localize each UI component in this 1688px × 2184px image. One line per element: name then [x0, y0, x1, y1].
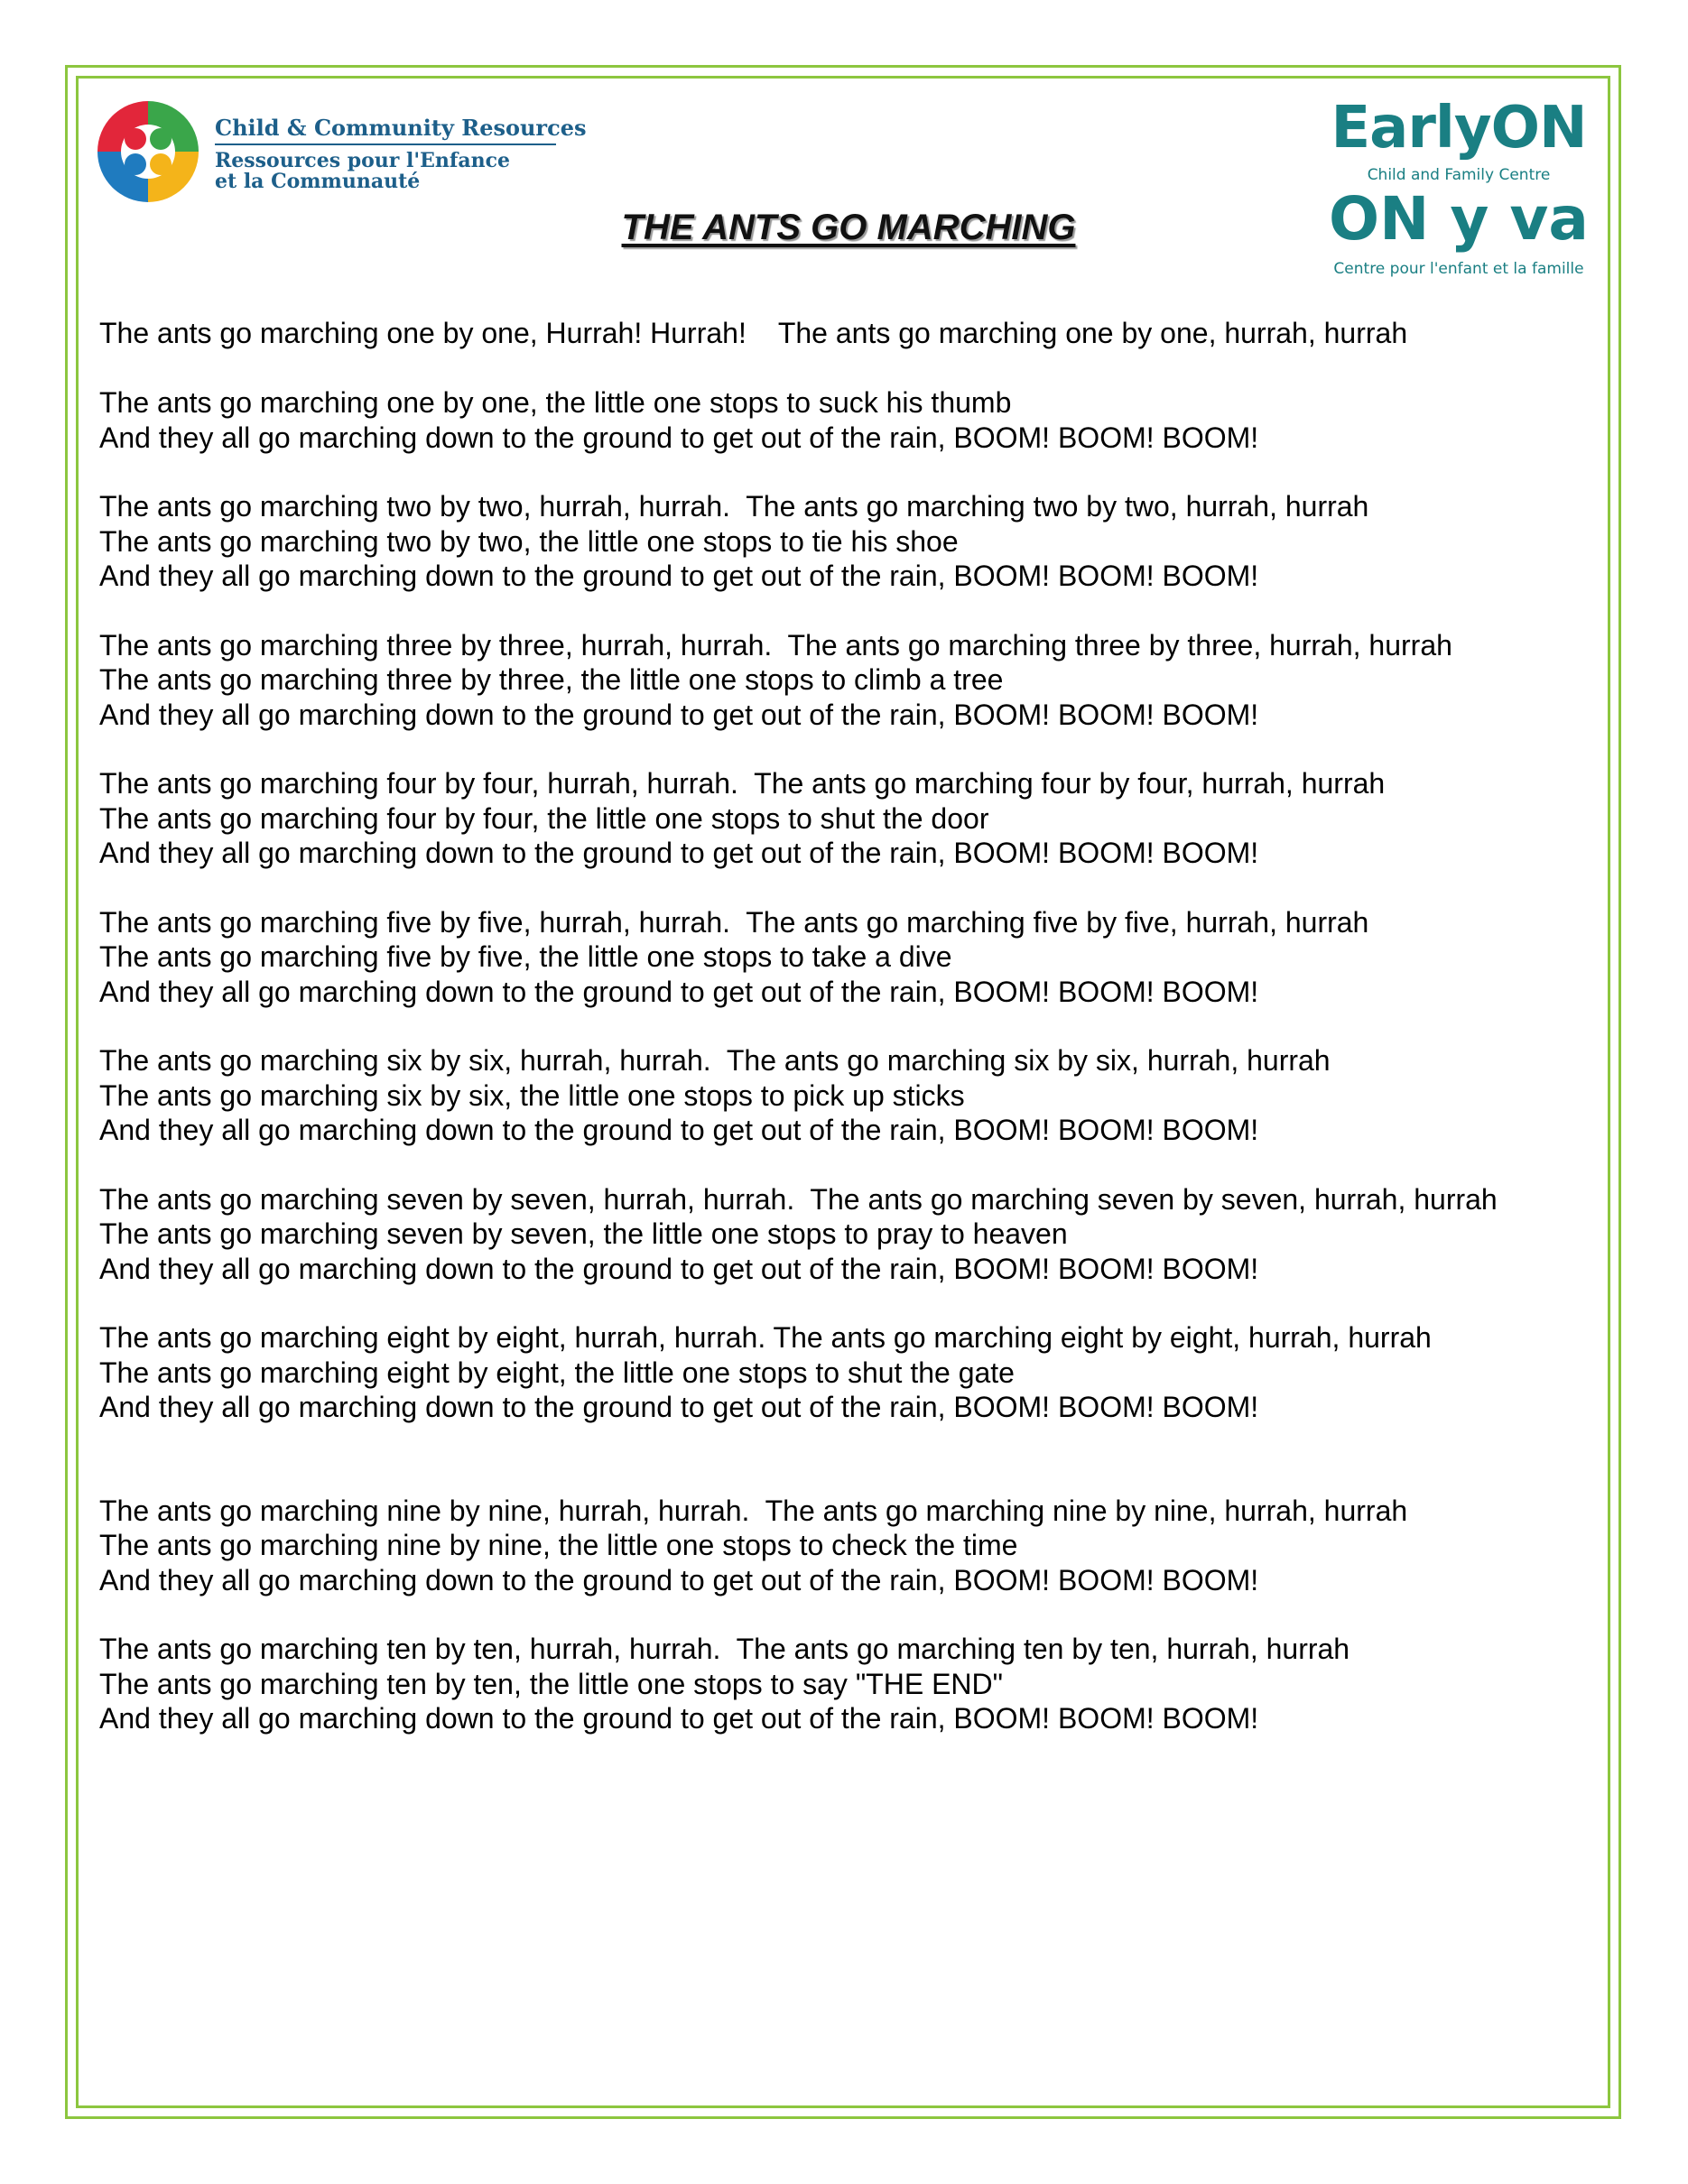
lyric-line: And they all go marching down to the ground to get out of the rain, BOOM! BOOM! BOOM! [99, 1114, 1259, 1146]
lyric-line: The ants go marching four by four, hurrah, hurrah. The ants go marching four by four, hurrah, hurrah [99, 767, 1386, 800]
lyric-line: The ants go marching six by six, the little one stops to pick up sticks [99, 1078, 965, 1112]
lyrics [99, 316, 1580, 1771]
verse [99, 1043, 1580, 1148]
verse [99, 766, 1580, 871]
lyric-line: The ants go marching eight by eight, hurrah, hurrah. The ants go marching eight by eight, hurrah, hurrah [99, 1321, 1432, 1354]
ccr-wordmark [215, 117, 586, 191]
verse [99, 316, 1580, 455]
lyric-line: The ants go marching seven by seven, hurrah, hurrah. The ants go marching seven by seven, hurrah, hurrah [99, 1182, 1498, 1216]
lyric-line: And they all go marching down to the ground to get out of the rain, BOOM! BOOM! BOOM! [99, 1563, 1259, 1596]
lyric-line: And they all go marching down to the ground to get out of the rain, BOOM! BOOM! BOOM! [99, 698, 1259, 731]
lyric-line: The ants go marching eight by eight, the little one stops to shut the gate [99, 1356, 1015, 1389]
lyric-line: The ants go marching one by one, the little one stops to suck his thumb [99, 386, 1012, 419]
lyric-line: The ants go marching four by four, the little one stops to shut the door [99, 801, 989, 835]
lyric-line: The ants go marching two by two, the little one stops to tie his shoe [99, 524, 959, 558]
earlyon-logo [1323, 95, 1594, 284]
earlyon-subtitle: Child and Family Centre [1367, 166, 1551, 184]
lyric-line: The ants go marching ten by ten, the little one stops to say "THE END" [99, 1667, 1003, 1700]
lyric-line: The ants go marching five by five, hurrah, hurrah. The ants go marching five by five, hurrah, hurrah [99, 905, 1369, 939]
lyric-line [99, 351, 1580, 386]
onyva-wordmark: ON y va [1329, 184, 1589, 254]
lyric-line: The ants go marching five by five, the little one stops to take a dive [99, 940, 952, 973]
lyric-line: The ants go marching seven by seven, the little one stops to pray to heaven [99, 1217, 1068, 1250]
song-title: THE ANTS GO MARCHING [621, 208, 1076, 247]
ccr-name-en: Child & Community Resources [215, 115, 587, 141]
lyric-line: And they all go marching down to the ground to get out of the rain, BOOM! BOOM! BOOM! [99, 975, 1259, 1008]
lyric-line: The ants go marching nine by nine, the little one stops to check the time [99, 1529, 1018, 1561]
lyric-line: And they all go marching down to the ground to get out of the rain, BOOM! BOOM! BOOM! [99, 837, 1259, 869]
ccr-divider [215, 143, 556, 145]
earlyon-wordmark: EarlyON [1331, 95, 1587, 162]
ccr-name-fr-line2: et la Communauté [215, 170, 421, 193]
verse [99, 1182, 1580, 1287]
verse [99, 905, 1580, 1010]
verse [99, 628, 1580, 733]
lyric-line: The ants go marching six by six, hurrah, hurrah. The ants go marching six by six, hurrah, hurrah [99, 1044, 1331, 1077]
lyric-line: And they all go marching down to the ground to get out of the rain, BOOM! BOOM! BOOM! [99, 1702, 1259, 1735]
verse [99, 1494, 1580, 1598]
lyric-line: The ants go marching nine by nine, hurrah, hurrah. The ants go marching nine by nine, hurrah, hurrah [99, 1494, 1408, 1527]
lyric-line: And they all go marching down to the ground to get out of the rain, BOOM! BOOM! BOOM! [99, 1391, 1259, 1423]
ccr-name-fr-line1: Ressources pour l'Enfance [215, 149, 511, 172]
ccr-emblem-icon [96, 99, 200, 204]
lyric-line: The ants go marching one by one, Hurrah! Hurrah! The ants go marching one by one, hurrah, hurrah [99, 317, 1408, 349]
lyric-line: The ants go marching three by three, hurrah, hurrah. The ants go marching three by three, hurrah, hurrah [99, 628, 1452, 662]
verse [99, 1632, 1580, 1736]
ccr-logo [96, 96, 587, 208]
lyric-line: The ants go marching two by two, hurrah, hurrah. The ants go marching two by two, hurrah, hurrah [99, 490, 1369, 523]
onyva-subtitle: Centre pour l'enfant et la famille [1333, 260, 1584, 278]
lyric-line: And they all go marching down to the ground to get out of the rain, BOOM! BOOM! BOOM! [99, 560, 1259, 592]
verse [99, 489, 1580, 594]
lyric-line: The ants go marching three by three, the little one stops to climb a tree [99, 663, 1004, 696]
verse [99, 1320, 1580, 1425]
lyric-line: The ants go marching ten by ten, hurrah, hurrah. The ants go marching ten by ten, hurrah, hurrah [99, 1633, 1350, 1665]
lyric-line: And they all go marching down to the ground to get out of the rain, BOOM! BOOM! BOOM! [99, 1252, 1259, 1285]
lyric-line: And they all go marching down to the ground to get out of the rain, BOOM! BOOM! BOOM! [99, 421, 1259, 454]
